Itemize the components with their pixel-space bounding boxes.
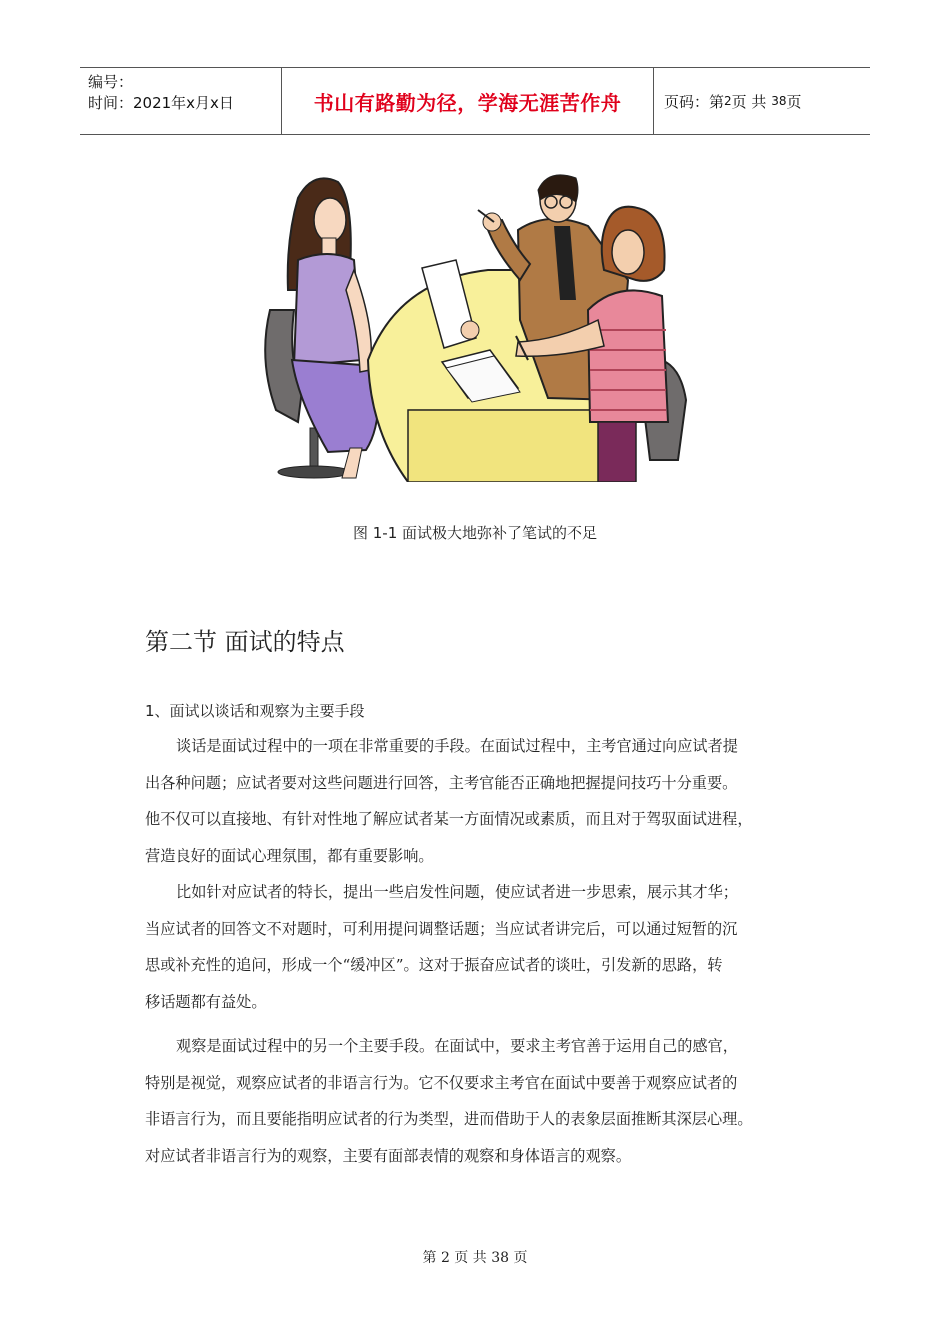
paragraph-line: 比如针对应试者的特长，提出一些启发性问题，使应试者进一步思索，展示其才华； <box>176 883 738 901</box>
header-page-number <box>654 68 870 134</box>
paragraph-line: 他不仅可以直接地、有针对性地了解应试者某一方面情况或素质，而且对于驾驭面试进程， <box>145 810 753 828</box>
paragraph-line: 思或补充性的追问，形成一个“缓冲区”。这对于振奋应试者的谈吐，引发新的思路，转 <box>145 956 723 974</box>
paragraph-line: 出各种问题；应试者要对这些问题进行回答，主考官能否正确地把握提问技巧十分重要。 <box>145 773 738 792</box>
header-motto-cell <box>281 68 654 134</box>
paragraph-line: 谈话是面试过程中的一项在非常重要的手段。在面试过程中，主考官通过向应试者提 <box>176 737 738 755</box>
header-motto: 书山有路勤为径，学海无涯苦作舟 <box>313 90 622 115</box>
paragraph-line: 当应试者的回答文不对题时，可利用提问调整话题；当应试者讲完后，可以通过短暂的沉 <box>145 919 738 938</box>
section-title: 第二节 面试的特点 <box>145 628 345 656</box>
paragraph-1 <box>145 728 810 874</box>
serial-label: 编号： <box>88 73 134 91</box>
paragraph-line: 营造良好的面试心理氛围，都有重要影响。 <box>145 846 434 865</box>
page-current: 2 <box>724 94 732 108</box>
date-label: 时间：2021年x月x日 <box>88 94 234 112</box>
paragraph-line: 特别是视觉，观察应试者的非语言行为。它不仅要求主考官在面试中要善于观察应试者的 <box>145 1073 738 1092</box>
paragraph-line: 对应试者非语言行为的观察，主要有面部表情的观察和身体语言的观察。 <box>145 1146 631 1165</box>
paragraph-line: 观察是面试过程中的另一个主要手段。在面试中，要求主考官善于运用自己的感官， <box>176 1037 738 1055</box>
page-prefix: 页码：第 <box>664 92 725 111</box>
paragraph-line: 非语言行为，而且要能指明应试者的行为类型，进而借助于人的表象层面推断其深层心理。 <box>145 1110 753 1128</box>
page-header <box>80 67 870 135</box>
figure-caption: 图 1-1 面试极大地弥补了笔试的不足 <box>352 524 598 542</box>
section-subheading: 1、面试以谈话和观察为主要手段 <box>145 702 365 720</box>
interview-illustration <box>258 160 690 482</box>
page-suffix: 页 <box>786 92 802 111</box>
paragraph-line: 移话题都有益处。 <box>145 992 267 1011</box>
header-meta <box>80 68 281 134</box>
page-footer: 第 2 页 共 38 页 <box>422 1250 528 1266</box>
page-total: 38 <box>771 94 787 108</box>
page-mid: 页 共 <box>731 92 767 111</box>
paragraph-3 <box>145 1028 810 1174</box>
paragraph-2 <box>145 874 810 1020</box>
